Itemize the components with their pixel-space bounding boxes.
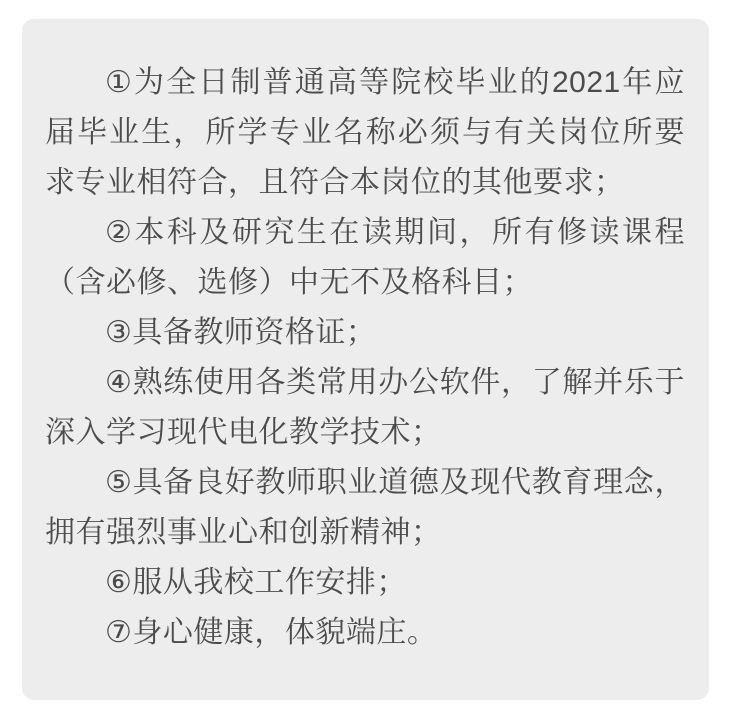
requirement-item-1: ①为全日制普通高等院校毕业的2021年应届毕业生，所学专业名称必须与有关岗位所要求专业相符合，且符合本岗位的其他要求； [45,66,685,199]
requirement-item-2: ②本科及研究生在读期间，所有修读课程（含必修、选修）中无不及格科目； [45,216,685,299]
requirement-item-6: ⑥服从我校工作安排； [105,566,407,599]
requirement-item-5: ⑤具备良好教师职业道德及现代教育理念，拥有强烈事业心和创新精神； [45,466,685,549]
requirement-item-4: ④熟练使用各类常用办公软件，了解并乐于深入学习现代电化教学技术； [45,366,685,449]
requirement-item-3: ③具备教师资格证； [105,316,377,349]
requirement-item-7: ⑦身心健康，体貌端庄。 [105,616,438,649]
requirements-card [22,19,709,700]
